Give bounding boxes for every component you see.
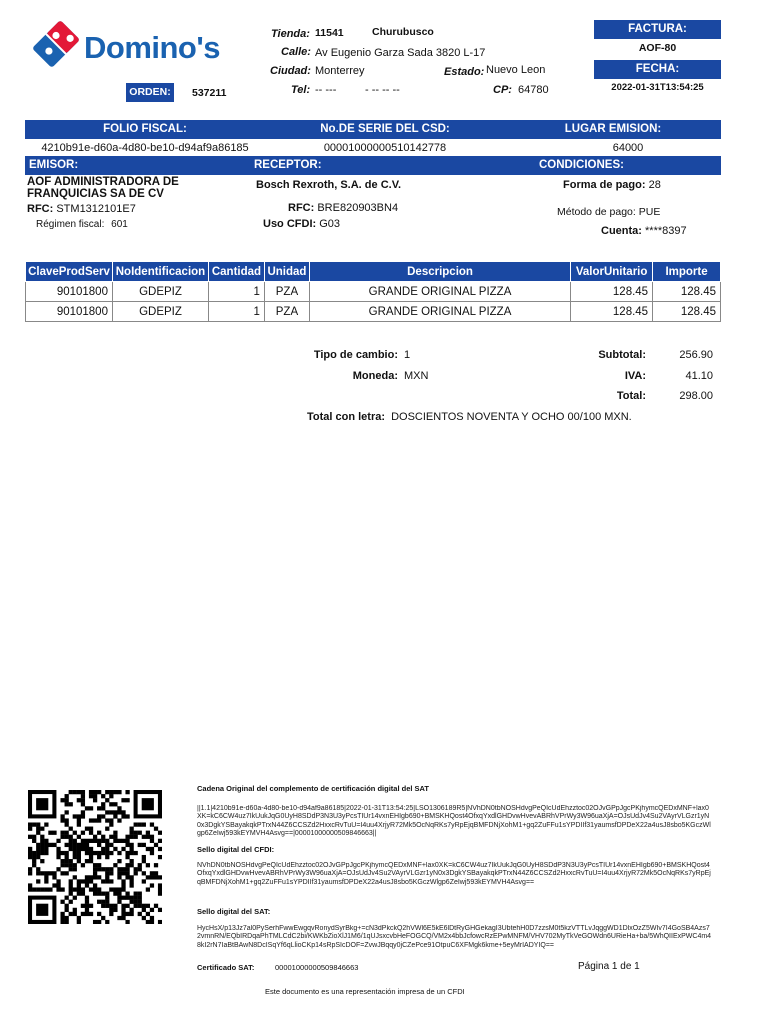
tel-label: Tel: (291, 84, 311, 96)
cell-unidad: PZA (264, 302, 309, 322)
estado-value: Nuevo Leon (486, 64, 546, 76)
tel-value-2: - -- -- -- (365, 84, 400, 96)
page-indicator: Página 1 de 1 (578, 961, 640, 972)
cell-cantidad: 1 (208, 302, 264, 322)
total-label: Total: (616, 390, 646, 402)
regimen-value: 601 (111, 219, 128, 230)
cadena-label: Cadena Original del complemento de certificación digital del SAT (197, 784, 429, 793)
emisor-name: AOF ADMINISTRADORA DE FRANQUICIAS SA DE CV (27, 176, 179, 200)
fecha-label: FECHA: (594, 60, 721, 79)
cell-cantidad: 1 (208, 282, 264, 302)
ciudad-label: Ciudad: (270, 65, 311, 77)
sello-sat-label: Sello digital del SAT: (197, 907, 271, 916)
cell-descripcion: GRANDE ORIGINAL PIZZA (309, 302, 570, 322)
cell-valor: 128.45 (571, 282, 653, 302)
total-letra-row (307, 411, 632, 423)
metodo-pago-value: PUE (638, 206, 661, 218)
uso-cfdi-value: G03 (319, 218, 341, 230)
ciudad-value: Monterrey (315, 65, 365, 77)
regimen-label: Régimen fiscal: (36, 219, 105, 230)
factura-label: FACTURA: (594, 20, 721, 39)
col-header: Cantidad (208, 262, 264, 282)
total-letra-label: Total con letra: (307, 411, 386, 423)
cell-noident: GDEPIZ (112, 282, 208, 302)
iva-value: 41.10 (685, 370, 713, 382)
certificado-sat-value: 00001000000509846663 (275, 963, 359, 972)
items-header-row (26, 262, 721, 282)
metodo-pago-label: Método de pago: (557, 206, 636, 218)
cell-importe: 128.45 (653, 302, 721, 322)
table-row (26, 282, 721, 302)
receptor-rfc-row (288, 202, 398, 214)
fecha-value: 2022-01-31T13:54:25 (611, 82, 704, 93)
receptor-label: RECEPTOR: (254, 159, 322, 171)
folio-fiscal-label: FOLIO FISCAL: (103, 123, 187, 135)
col-header: Unidad (264, 262, 309, 282)
emisor-label: EMISOR: (29, 159, 79, 171)
cell-unidad: PZA (264, 282, 309, 302)
cuenta-label: Cuenta: (601, 225, 642, 237)
fiscal-header-bar (25, 120, 721, 139)
sello-cfdi-label: Sello digital del CFDI: (197, 845, 275, 854)
condiciones-label: CONDICIONES: (539, 159, 624, 171)
calle-label: Calle: (281, 46, 311, 58)
sello-sat-value: HycHsX/p13Jz7al0PySerhFwwEwgqvRonydSyrBkg+=cN3dPkckQ2hVWl6E5kE6lDtRyGHGekagI3UbtehH0D7zzsM0t5kzVTTLvJqggWD1DlxOzZ5WIv7I4GoSB4Azs72vmnRN/EQbIRDqaPhTMLCdC2bi/KWKbZioXlJ1M6/1qUJsxcvbHeFOGCQ/VM2x4bbJcfowcRzEPwMNFM/VHV702MyTkVeGOWdn6URieHa+ba/5WhQIIExPWC4m48kI2rN7IaBtBAwN8DcISqYf6qLlioCKp14sRpSIcDOF=ZvwJBqqy0jCZePce91OtpuC6XFMgk6kme+5eyMrIADYIQ== (197, 925, 712, 949)
col-header: Descripcion (309, 262, 570, 282)
serie-csd-value: 00001000000510142778 (323, 142, 447, 154)
qr-code (28, 790, 162, 924)
orden-label: ORDEN: (126, 83, 174, 102)
factura-value: AOF-80 (638, 42, 677, 54)
lugar-emision-value: 64000 (612, 142, 644, 154)
tipo-cambio-label: Tipo de cambio: (313, 349, 398, 361)
sello-cfdi-value: NVhDN0tbNOSHdvgPeQIcUdEhzztoc02OJvGPpJgcPKjhymcQEDxMNF+lax0XK=kC6CW4uz7IkUukJqG0UyH8SDdP3N3U3yPcsTIUr14vxnEHIgb690+BMSKHQost4OfxqYxdlGHDvwHvevABRhVPrWy3W96uaXjA=OJsUdJv4Su2VAyrVLGzr1yN0x3DgkYSBayakqkPTrxN44Z6CCSZd2HxxcRvTuU=I4uu4XrjyR72Mk5OcNqRKs7yRpEjqBMFDNjXohM1+gq2ZuFFu1sYPDIIf31yaumsfDPDeX22a4usJ8sbo5KGczWlgp6ZeIwj593kEYMVH4Asvg== (197, 862, 711, 886)
col-header: Importe (653, 262, 721, 282)
receptor-rfc-label: RFC: (288, 202, 315, 214)
cell-noident: GDEPIZ (112, 302, 208, 322)
orden-value: 537211 (192, 87, 227, 99)
emisor-rfc-label: RFC: (27, 203, 54, 215)
col-header: ClaveProdServ (26, 262, 113, 282)
iva-label: IVA: (624, 370, 646, 382)
cuenta-row (601, 225, 687, 237)
certificado-sat-label: Certificado SAT: (197, 963, 255, 972)
parties-header-bar (25, 156, 721, 175)
cuenta-value: ****8397 (645, 225, 687, 237)
cell-clave: 90101800 (26, 302, 113, 322)
uso-cfdi-row (263, 218, 340, 230)
logo-wordmark: Domino's (84, 30, 220, 65)
cell-clave: 90101800 (26, 282, 113, 302)
calle-value: Av Eugenio Garza Sada 3820 L-17 (315, 47, 486, 59)
uso-cfdi-label: Uso CFDI: (263, 218, 317, 230)
table-row (26, 302, 721, 322)
subtotal-label: Subtotal: (598, 349, 646, 361)
tienda-number: 11541 (315, 27, 344, 39)
estado-label: Estado: (444, 66, 485, 78)
emisor-rfc-value: STM1312101E7 (56, 203, 136, 215)
regimen-row (36, 219, 128, 230)
cp-value: 64780 (518, 84, 549, 96)
serie-csd-label: No.DE SERIE DEL CSD: (320, 123, 450, 135)
qr-code-graphic (28, 790, 162, 924)
tienda-name: Churubusco (372, 26, 434, 38)
forma-pago-label: Forma de pago: (563, 179, 646, 191)
tienda-label: Tienda: (271, 28, 310, 40)
emisor-rfc-row (27, 203, 136, 215)
cp-label: CP: (493, 84, 512, 96)
forma-pago-value: 28 (648, 179, 661, 191)
col-header: ValorUnitario (571, 262, 653, 282)
total-letra-value: DOSCIENTOS NOVENTA Y OCHO 00/100 MXN. (391, 411, 632, 423)
cell-valor: 128.45 (571, 302, 653, 322)
items-table (25, 261, 721, 322)
domino-tile-icon (30, 18, 82, 70)
tipo-cambio-value: 1 (404, 349, 411, 361)
forma-pago-row (563, 179, 661, 191)
subtotal-value: 256.90 (679, 349, 713, 361)
receptor-rfc-value: BRE820903BN4 (317, 202, 399, 214)
col-header: NoIdentificacion (112, 262, 208, 282)
moneda-label: Moneda: (352, 370, 398, 382)
cell-importe: 128.45 (653, 282, 721, 302)
moneda-value: MXN (404, 370, 429, 382)
lugar-emision-label: LUGAR EMISION: (564, 123, 662, 135)
receptor-name: Bosch Rexroth, S.A. de C.V. (256, 179, 402, 191)
total-value: 298.00 (679, 390, 713, 402)
cfdi-legend: Este documento es una representación impresa de un CFDI (265, 987, 465, 996)
tel-value-1: -- --- (315, 84, 337, 96)
cadena-value: ||1.1|4210b91e-d60a-4d80-be10-d94af9a86185|2022-01-31T13:54:25|LSO1306189R5|NVhDN0tbNOSHdvgPeQIcUdEhzztoc02OJvGPpJgcPKjhymcQEDxMNF+lax0XK=kC6CW4uz7IkUukJqG0UyH8SDdP3N3U3yPcsTIUr14vxnEHIgb690+BMSKHQost4OfxqYxdlGHDvwHvevABRhVPrWy3W96uaXjA=OJsUdJv4Su2VAyrVLGzr1yN0x3DgkYSBayakqkPTrxN44Z6CCSZd2HxxcRvTuU=I4uu4XrjyR72Mk5OcNqRKs7yRpEjqBMFDNjXohM1+gq2ZuFFu1sYPDIIf31yaumsfDPDeX22a4usJ8sbo5KGczWlgp6ZeIwj593kEYMVH4Asvg==|00001000000509846663|| (197, 805, 711, 838)
folio-fiscal-value: 4210b91e-d60a-4d80-be10-d94af9a86185 (41, 142, 249, 154)
cell-descripcion: GRANDE ORIGINAL PIZZA (309, 282, 570, 302)
metodo-pago-row (557, 206, 660, 218)
